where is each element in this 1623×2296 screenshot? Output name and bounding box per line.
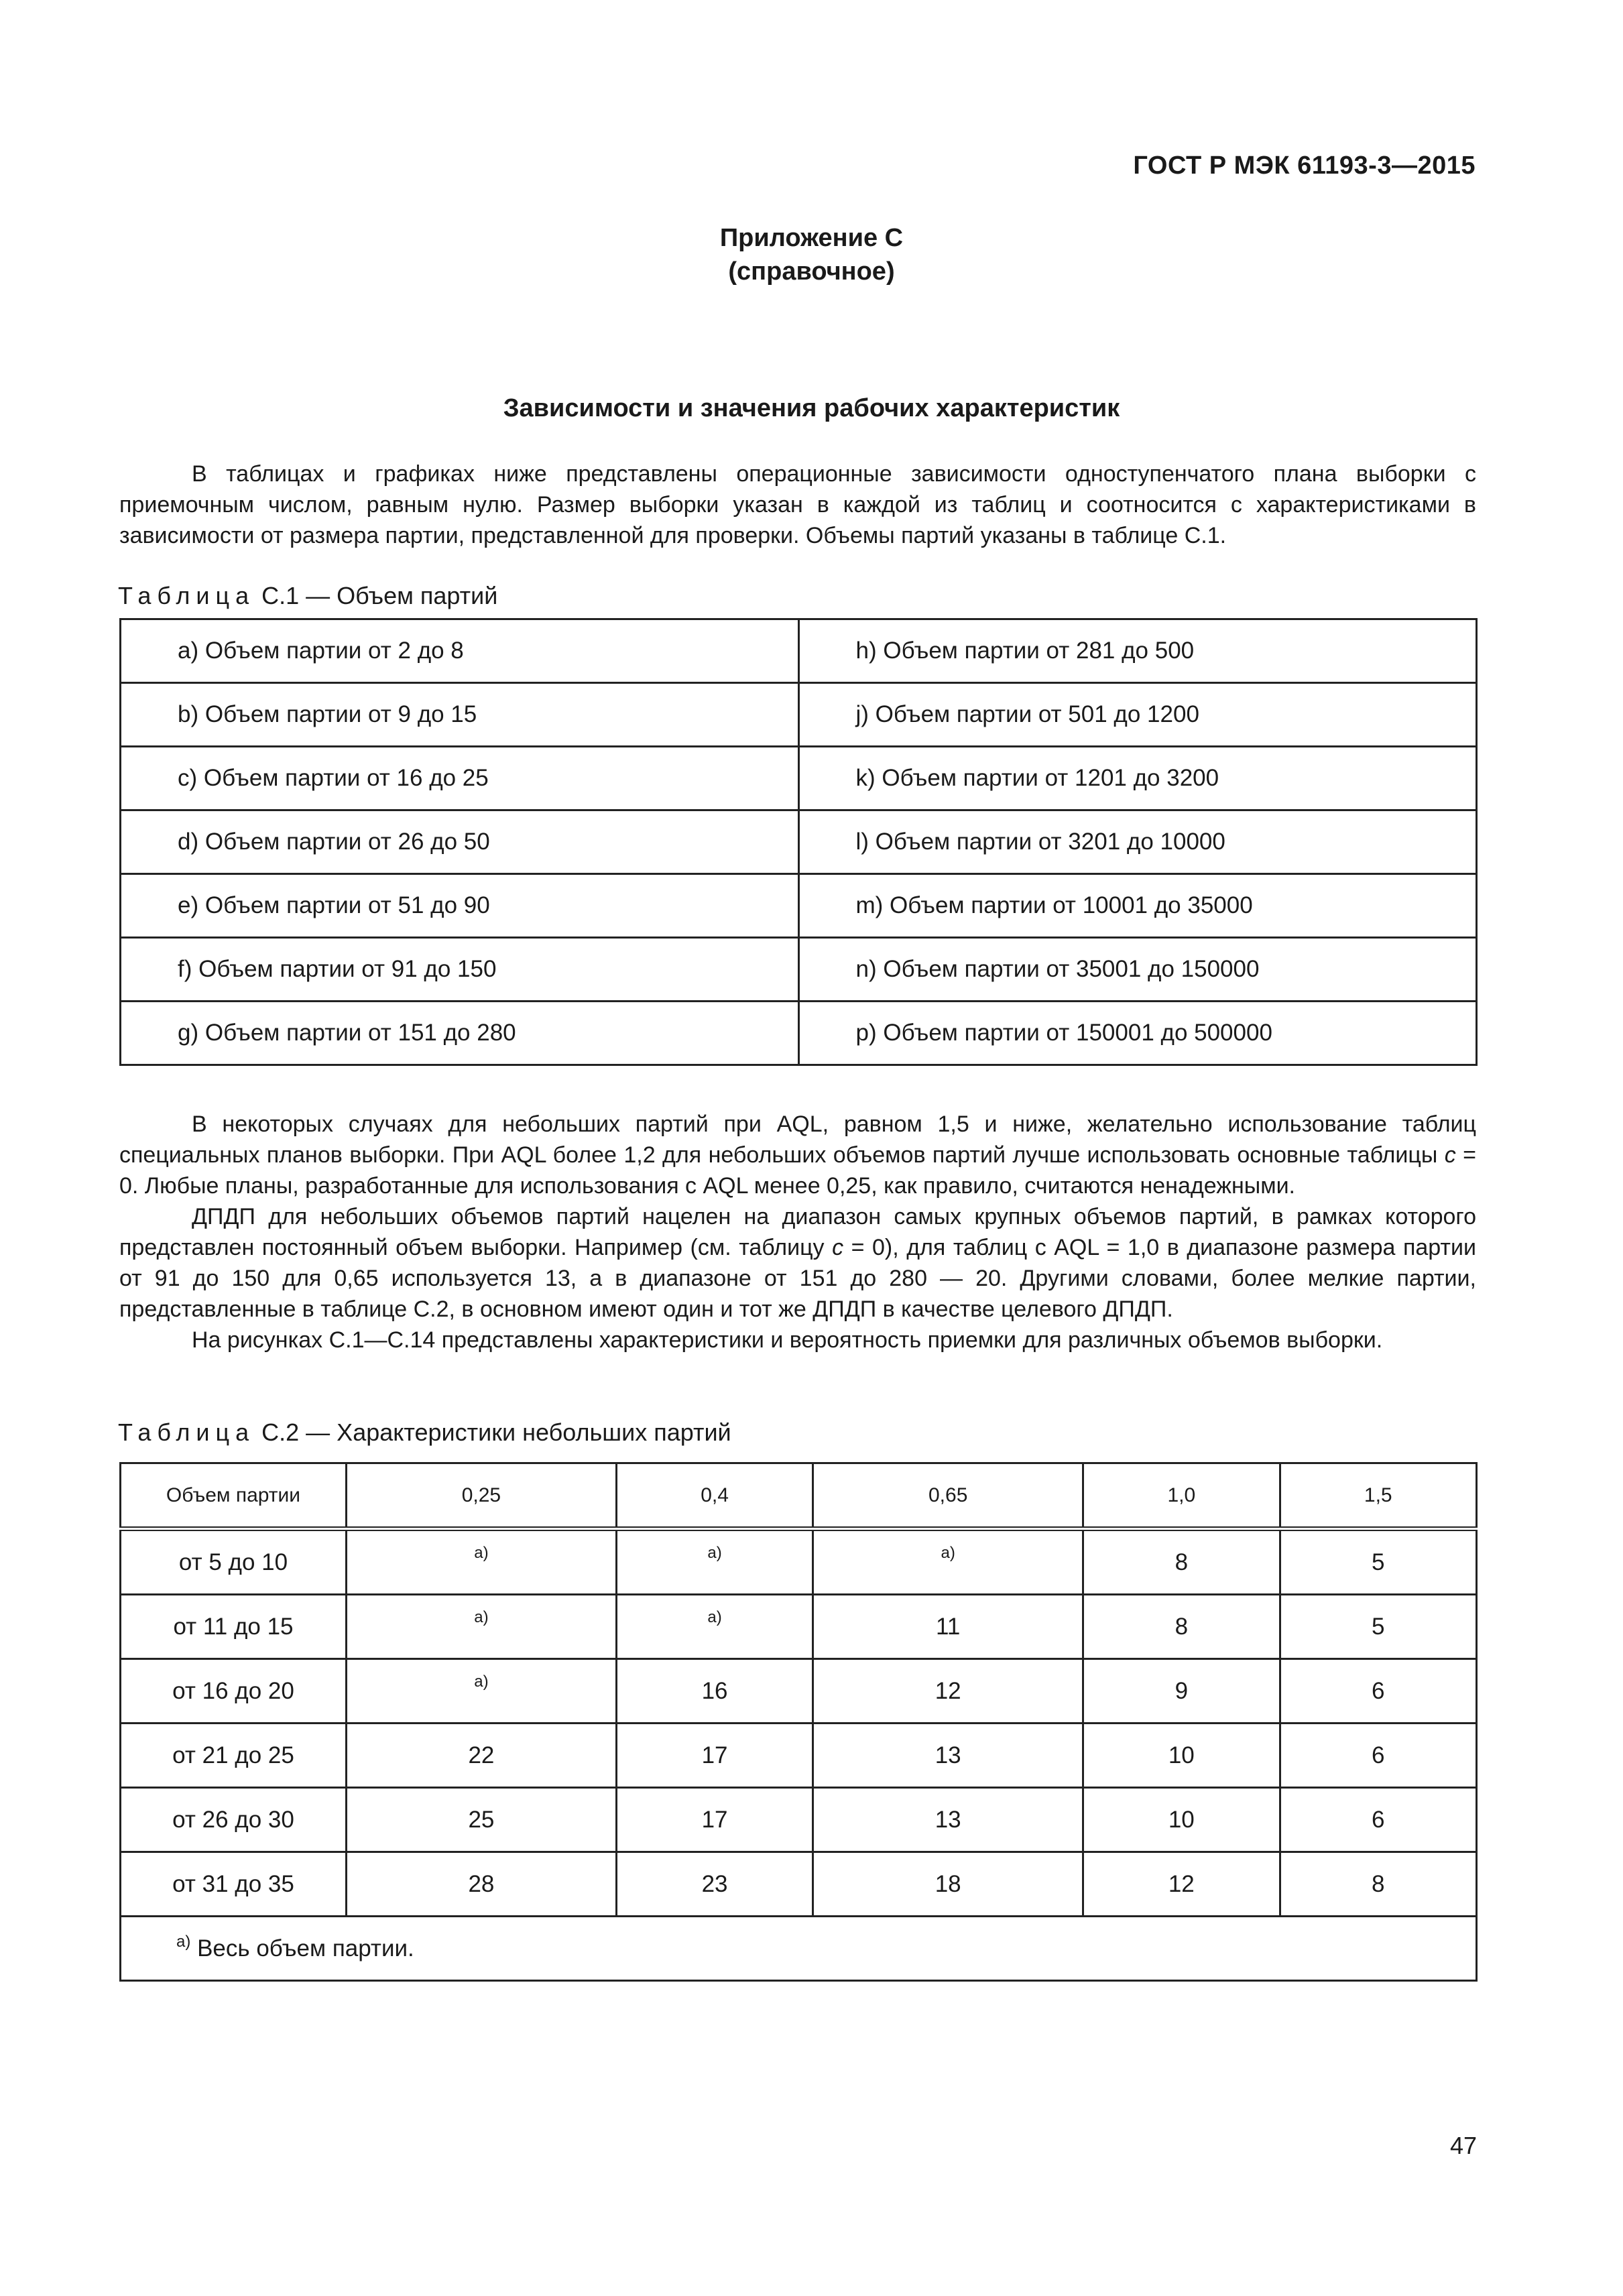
table-cell — [813, 1788, 1083, 1852]
table1-caption — [118, 582, 497, 610]
table-cell — [1280, 1788, 1476, 1852]
table2-caption-label: Таблица — [118, 1418, 255, 1446]
table-header-cell: 1,0 — [1083, 1463, 1280, 1529]
aql-c-symbol: c — [1444, 1142, 1456, 1168]
table-cell: m) Объем партии от 10001 до 35000 — [798, 874, 1477, 938]
table-cell — [1083, 1788, 1280, 1852]
dpdp-paragraph — [119, 1201, 1476, 1325]
cell-value: 8 — [1372, 1870, 1385, 1897]
aql-text-1: В некоторых случаях для небольших партий при AQL, равном 1,5 и ниже, желательно использование таблиц специальных планов выборки. При AQL более 1,2 для небольших объемов партий лучше использовать основные таблицы — [119, 1111, 1476, 1168]
footnote-mark: a) — [707, 1543, 722, 1562]
table-row — [121, 810, 1477, 874]
table1-caption-text: С.1 — Объем партий — [255, 582, 498, 609]
aql-paragraphs — [119, 1109, 1476, 1355]
table-cell — [813, 1852, 1083, 1917]
footnote-mark: a) — [474, 1543, 489, 1562]
table-row — [121, 1724, 1477, 1788]
table2-caption-text: С.2 — Характеристики небольших партий — [255, 1418, 731, 1446]
document-code: ГОСТ Р МЭК 61193-3—2015 — [1133, 152, 1476, 180]
table-header-cell: 1,5 — [1280, 1463, 1476, 1529]
table-cell: k) Объем партии от 1201 до 3200 — [798, 747, 1477, 810]
appendix-heading — [0, 221, 1623, 288]
table-cell: f) Объем партии от 91 до 150 — [121, 938, 799, 1002]
cell-value: 10 — [1168, 1742, 1195, 1768]
cell-value: 10 — [1168, 1806, 1195, 1833]
table-cell: a) Объем партии от 2 до 8 — [121, 619, 799, 683]
footnote-mark: a) — [474, 1672, 489, 1691]
intro-text: В таблицах и графиках ниже представлены операционные зависимости одноступенчатого плана выборки с приемочным числом, равным нулю. Размер выборки указан в каждой из таблиц и соотносится с характеристиками в зависимости от размера партии, представленной для проверки. Объемы партий указаны в таблице С.1. — [119, 461, 1476, 548]
table-row — [121, 1529, 1477, 1595]
cell-value: 6 — [1372, 1677, 1385, 1704]
dpdp-text-2: = 0), для таблиц с AQL = 1,0 в диапазоне размера партии от 91 до 150 для 0,65 используется 13, а в диапазоне от 151 до 280 — 20. Другими словами, более мелкие партии, представленные в таблице С.2, в основном имеют один и тот же ДПДП в качестве целевого ДПДП. — [119, 1235, 1476, 1322]
table-cell: l) Объем партии от 3201 до 10000 — [798, 810, 1477, 874]
cell-value: 5 — [1372, 1549, 1385, 1575]
cell-value: 18 — [935, 1870, 961, 1897]
table-row — [121, 938, 1477, 1002]
table-cell — [121, 1529, 347, 1595]
dpdp-text-1: ДПДП для небольших объемов партий нацелен на диапазон самых крупных объемов партий, в рамках которого представлен постоянный объем выборки. Например (см. таблицу — [119, 1204, 1476, 1260]
figures-paragraph — [119, 1325, 1476, 1355]
table-cell — [347, 1529, 617, 1595]
table-cell — [1280, 1724, 1476, 1788]
table-cell — [121, 1724, 347, 1788]
cell-value: от 16 до 20 — [172, 1677, 294, 1704]
cell-value: 17 — [701, 1742, 728, 1768]
lot-size-table — [119, 618, 1478, 1066]
cell-value: 28 — [468, 1870, 495, 1897]
table-row — [121, 619, 1477, 683]
table-cell — [121, 1788, 347, 1852]
cell-value: от 21 до 25 — [172, 1742, 294, 1768]
table-cell — [1083, 1659, 1280, 1724]
table-cell — [347, 1659, 617, 1724]
table-cell: g) Объем партии от 151 до 280 — [121, 1002, 799, 1065]
cell-value: 12 — [935, 1677, 961, 1704]
footnote-mark: a) — [474, 1608, 489, 1626]
cell-value: от 31 до 35 — [172, 1870, 294, 1897]
cell-value: 9 — [1175, 1677, 1189, 1704]
table-header-cell: 0,4 — [616, 1463, 813, 1529]
footnote-mark: a) — [176, 1932, 191, 1951]
table-cell — [616, 1724, 813, 1788]
table-cell — [1280, 1659, 1476, 1724]
cell-value: от 5 до 10 — [178, 1549, 288, 1575]
cell-value: 5 — [1372, 1613, 1385, 1640]
table-cell: b) Объем партии от 9 до 15 — [121, 683, 799, 747]
table-cell — [616, 1852, 813, 1917]
table1-caption-label: Таблица — [118, 582, 255, 609]
aql-paragraph — [119, 1109, 1476, 1201]
table-cell — [347, 1595, 617, 1659]
table-cell — [121, 1595, 347, 1659]
footnote-mark: a) — [707, 1608, 722, 1626]
cell-value: 6 — [1372, 1806, 1385, 1833]
cell-value: 13 — [935, 1742, 961, 1768]
table-cell — [121, 1659, 347, 1724]
table-cell — [1083, 1529, 1280, 1595]
table-row — [121, 683, 1477, 747]
page-number: 47 — [1449, 2132, 1477, 2159]
table-cell: h) Объем партии от 281 до 500 — [798, 619, 1477, 683]
table-cell — [813, 1659, 1083, 1724]
table-row — [121, 1788, 1477, 1852]
table-cell — [616, 1659, 813, 1724]
table-cell — [1280, 1852, 1476, 1917]
table-cell — [813, 1595, 1083, 1659]
footnote-text: Весь объем партии. — [190, 1935, 414, 1961]
figures-text: На рисунках С.1—С.14 представлены характеристики и вероятность приемки для различных объемов выборки. — [192, 1327, 1383, 1353]
table-cell — [121, 1852, 347, 1917]
table-cell — [616, 1529, 813, 1595]
table-cell — [813, 1529, 1083, 1595]
table-header-row — [121, 1463, 1477, 1529]
cell-value: 8 — [1175, 1613, 1189, 1640]
table-cell: n) Объем партии от 35001 до 150000 — [798, 938, 1477, 1002]
table-row — [121, 874, 1477, 938]
table-cell — [616, 1788, 813, 1852]
intro-paragraph — [119, 459, 1476, 551]
table-cell — [347, 1724, 617, 1788]
table-header-cell: Объем партии — [121, 1463, 347, 1529]
dpdp-c-symbol: c — [832, 1235, 844, 1260]
table-cell — [616, 1595, 813, 1659]
table2-caption — [118, 1418, 731, 1447]
cell-value: 6 — [1372, 1742, 1385, 1768]
table-cell — [347, 1852, 617, 1917]
cell-value: 12 — [1168, 1870, 1195, 1897]
table-cell: e) Объем партии от 51 до 90 — [121, 874, 799, 938]
table-row — [121, 1595, 1477, 1659]
cell-value: 8 — [1175, 1549, 1189, 1575]
table-cell — [1083, 1724, 1280, 1788]
appendix-title: Приложение С — [719, 224, 904, 252]
table-footnote-row — [121, 1917, 1477, 1981]
table-cell: p) Объем партии от 150001 до 500000 — [798, 1002, 1477, 1065]
cell-value: 17 — [701, 1806, 728, 1833]
table-row — [121, 1002, 1477, 1065]
cell-value: от 11 до 15 — [173, 1613, 294, 1640]
table-cell — [1083, 1852, 1280, 1917]
footnote-mark: a) — [941, 1543, 955, 1562]
table-cell — [813, 1724, 1083, 1788]
cell-value: 25 — [468, 1806, 495, 1833]
table-row — [121, 747, 1477, 810]
aql-text-2: = 0. Любые планы, разработанные для использования с AQL менее 0,25, как правило, считаются ненадежными. — [119, 1142, 1476, 1199]
small-lot-table — [119, 1462, 1478, 1982]
table-cell — [1280, 1595, 1476, 1659]
table-cell: c) Объем партии от 16 до 25 — [121, 747, 799, 810]
cell-value: 23 — [701, 1870, 728, 1897]
table-row — [121, 1659, 1477, 1724]
cell-value: от 26 до 30 — [172, 1806, 294, 1833]
table-cell: j) Объем партии от 501 до 1200 — [798, 683, 1477, 747]
table-cell: d) Объем партии от 26 до 50 — [121, 810, 799, 874]
table-cell — [347, 1788, 617, 1852]
section-title: Зависимости и значения рабочих характеристик — [503, 394, 1120, 422]
table-cell — [1083, 1595, 1280, 1659]
table-header-cell: 0,25 — [347, 1463, 617, 1529]
table-cell — [1280, 1529, 1476, 1595]
cell-value: 16 — [701, 1677, 728, 1704]
appendix-subtitle: (справочное) — [728, 257, 895, 286]
cell-value: 13 — [935, 1806, 961, 1833]
cell-value: 11 — [936, 1613, 961, 1640]
table-row — [121, 1852, 1477, 1917]
table-header-cell: 0,65 — [813, 1463, 1083, 1529]
table-footnote — [121, 1917, 1477, 1981]
cell-value: 22 — [468, 1742, 495, 1768]
